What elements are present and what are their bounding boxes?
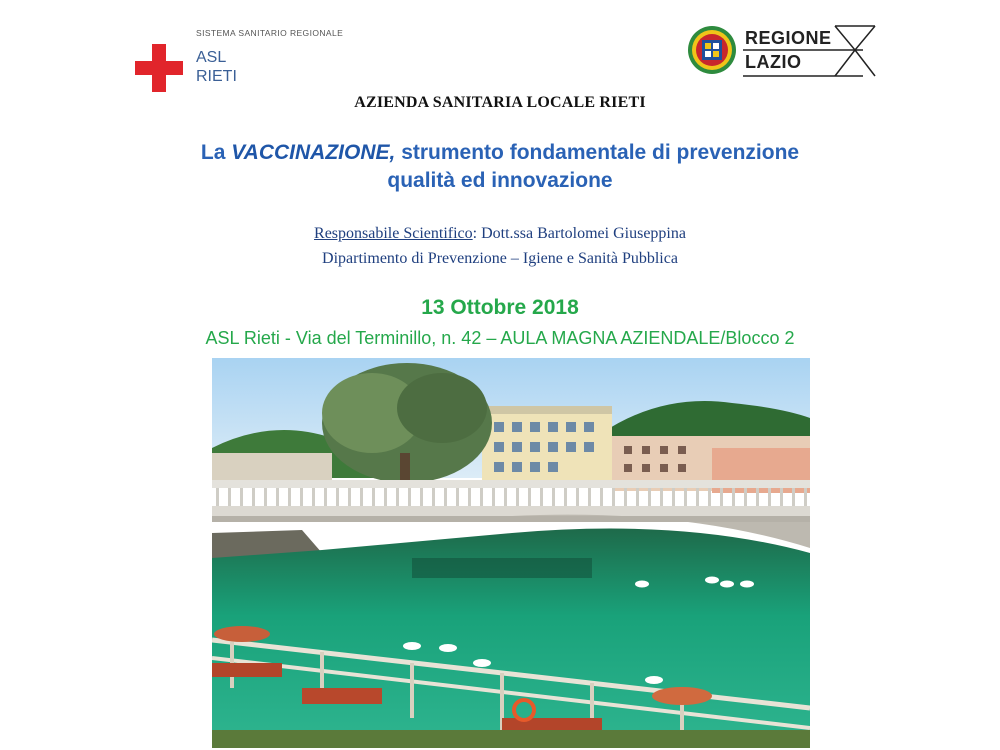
river-bridge-photo [212,358,810,748]
asl-name [196,48,237,86]
event-title-line2: qualità ed innovazione [387,169,613,192]
regione-name-line1: REGIONE [745,28,832,48]
asl-name-line1: ASL [196,49,227,66]
event-date: 13 Ottobre 2018 [421,296,579,319]
title-rest: strumento fondamentale di prevenzione [395,141,800,164]
title-prefix: La [200,141,232,164]
asl-name-line2: RIETI [196,68,237,85]
asl-rieti-logo [133,26,363,96]
responsible-line [0,221,1000,246]
regione-lazio-logo [685,22,885,80]
event-title [0,139,1000,195]
asl-sistema-label: SISTEMA SANITARIO REGIONALE [196,28,344,38]
responsible-name: Dott.ssa Bartolomei Giuseppina [481,225,686,242]
regione-logo-lines [743,24,883,78]
event-title-line1 [0,139,1000,167]
regione-emblem-icon [687,25,737,75]
title-emphasis: VACCINAZIONE, [231,141,396,164]
scientific-responsible [0,221,1000,271]
responsible-separator: : [472,225,482,242]
cross-center [152,61,166,75]
photo-illustration [212,358,810,748]
red-cross-icon [135,44,183,92]
event-venue: ASL Rieti - Via del Terminillo, n. 42 – AULA MAGNA AZIENDALE/Blocco 2 [205,328,795,348]
regione-name-line2: LAZIO [745,52,802,72]
responsible-label: Responsabile Scientifico [314,225,473,242]
organization-title: AZIENDA SANITARIA LOCALE RIETI [354,94,646,111]
department-line: Dipartimento di Prevenzione – Igiene e Sanità Pubblica [322,250,678,267]
